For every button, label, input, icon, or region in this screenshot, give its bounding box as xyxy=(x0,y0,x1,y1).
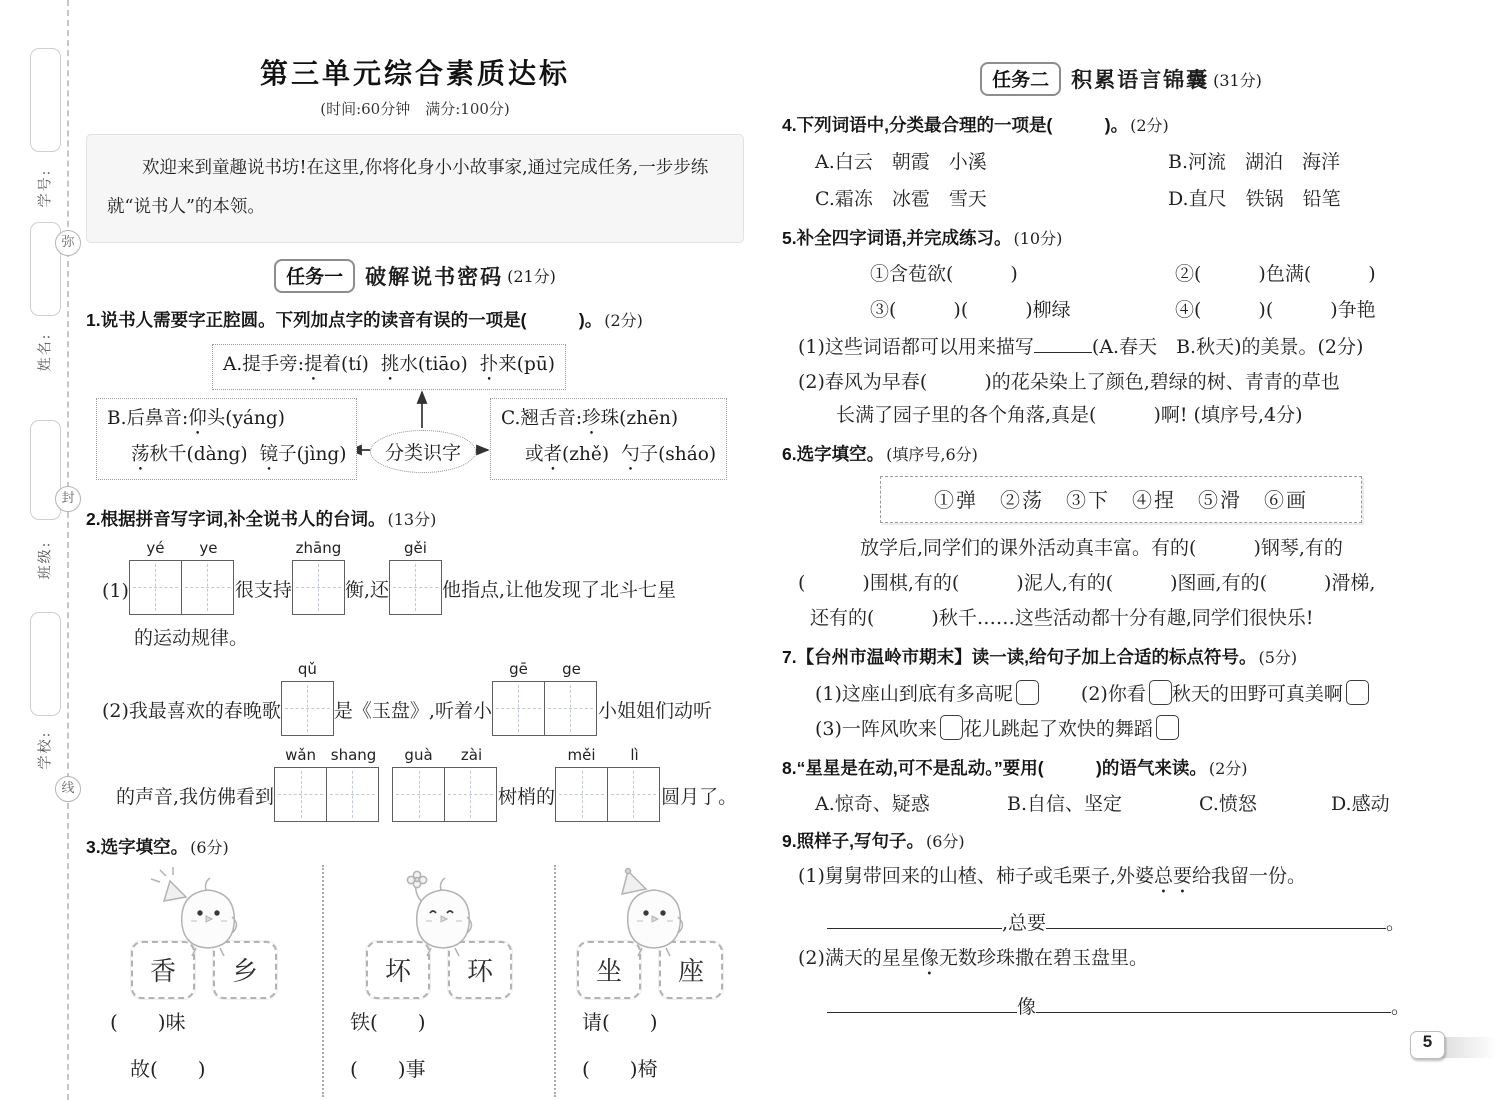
q1-classification-diagram xyxy=(86,342,744,494)
q6-paragraph-line-3: 还有的( )秋千……这些活动都十分有趣,同学们很快乐! xyxy=(810,607,1314,629)
blank-underline xyxy=(827,911,1002,929)
grid-cell xyxy=(129,560,182,615)
question-4-stem: 4.下列词语中,分类最合理的一项是( )。 (2分) xyxy=(782,115,1169,135)
grid-cell xyxy=(292,560,345,615)
grid-cell xyxy=(492,681,545,736)
blank-underline xyxy=(1046,911,1386,929)
grid-cell xyxy=(389,560,442,615)
q5-idioms-row-2: ③( )( )柳绿 ④( )( )争艳 xyxy=(870,299,1376,321)
student-id-label: 学号: xyxy=(37,168,53,208)
grid-cell xyxy=(607,767,660,822)
q8-options-row: A.惊奇、疑惑 B.自信、坚定 C.愤怒 D.感动 xyxy=(815,793,1390,815)
q3-group-1 xyxy=(86,865,322,1097)
q1-center-oval: 分类识字 xyxy=(370,430,476,473)
punctuation-box xyxy=(1156,715,1179,740)
q5-sub-2-line-1: (2)春风为早春( )的花朵染上了颜色,碧绿的树、青青的草也 xyxy=(798,371,1340,393)
q2-line-3: (2)我最喜欢的春晚歌 qǔ 是《玉盘》,听着小 gē ge 小姐姐们动听 xyxy=(86,660,744,736)
q3-fill-line: ( )味 xyxy=(110,1009,186,1034)
writing-grid: gē ge xyxy=(492,660,598,736)
q4-options-row-2: C.霜冻 冰雹 雪天 D.直尺 铁锅 铅笔 xyxy=(815,188,1341,210)
question-5-stem: 5.补全四字词语,并完成练习。 (10分) xyxy=(782,228,1063,248)
task2-score: (31分) xyxy=(1213,70,1262,90)
blank-underline xyxy=(827,995,1017,1013)
q6-word-bank-box: ①弹 ②荡 ③下 ④捏 ⑤滑 ⑥画 xyxy=(880,476,1362,523)
grid-cell xyxy=(181,560,234,615)
char-card: 座 xyxy=(659,941,723,999)
char-card: 坐 xyxy=(577,941,641,999)
question-6-stem: 6.选字填空。 (填序号,6分) xyxy=(782,444,978,464)
q9-blank-line-1: ,总要 。 xyxy=(782,908,1460,935)
class-label: 班级: xyxy=(37,540,53,580)
question-8-stem: 8.“星星是在动,可不是乱动。”要用( )的语气来读。 (2分) xyxy=(782,758,1248,778)
question-7-stem: 7.【台州市温岭市期末】读一读,给句子加上合适的标点符号。 (5分) xyxy=(782,647,1298,667)
right-column xyxy=(782,0,1460,1019)
seal-char-mi: 弥 xyxy=(55,230,81,256)
student-id-box xyxy=(30,48,61,152)
grid-cell xyxy=(444,767,497,822)
char-card: 乡 xyxy=(213,941,277,999)
punctuation-box xyxy=(1149,680,1172,705)
blank-underline xyxy=(1034,335,1092,353)
q3-group-3 xyxy=(554,865,744,1097)
writing-grid: guà zài xyxy=(392,746,498,822)
bird-flower-icon xyxy=(377,865,501,957)
q7-line-2: (3)一阵风吹来 花儿跳起了欢快的舞蹈 xyxy=(782,714,1460,741)
q3-fill-line: 请( ) xyxy=(582,1009,658,1034)
q1-option-b-box: B.后鼻音:仰头(yáng) 荡秋千(dàng) 镜子(jìng) xyxy=(96,398,357,480)
q1-option-c-box: C.翘舌音:珍珠(zhēn) 或者(zhě) 勺子(sháo) xyxy=(490,398,727,480)
writing-grid: měi lì xyxy=(555,746,661,822)
q9-example-1: (1)舅舅带回来的山楂、柿子或毛栗子,外婆总要给我留一份。 xyxy=(798,865,1306,887)
grid-cell xyxy=(392,767,445,822)
writing-grid: zhāng xyxy=(292,539,345,615)
q3-fill-line: 故( ) xyxy=(130,1056,206,1081)
blank-underline xyxy=(1036,995,1391,1013)
q6-paragraph-line-2: ( )围棋,有的( )泥人,有的( )图画,有的( )滑梯, xyxy=(798,572,1376,594)
seal-dashed-line xyxy=(67,0,69,1100)
bird-party-popper-icon xyxy=(142,865,266,957)
grid-cell xyxy=(274,767,327,822)
bird-party-hat-icon xyxy=(588,865,712,957)
punctuation-box xyxy=(1346,680,1369,705)
q2-line-1: (1) yé ye 很支持 zhāng 衡,还 gěi 他指点,让他发现了北斗七星 xyxy=(86,539,744,615)
page-number-badge: 5 xyxy=(1410,1031,1445,1059)
question-3-stem: 3.选字填空。 (6分) xyxy=(86,836,229,857)
page-subtitle: (时间:60分钟 满分:100分) xyxy=(320,100,510,118)
q3-fill-line: ( )椅 xyxy=(582,1056,658,1081)
seal-char-xian: 线 xyxy=(55,776,81,802)
q3-groups xyxy=(86,865,744,1097)
q4-options-row-1: A.白云 朝霞 小溪 B.河流 湖泊 海洋 xyxy=(815,151,1341,173)
char-card: 环 xyxy=(448,941,512,999)
q2-line-2: 的运动规律。 xyxy=(134,626,249,649)
punctuation-box xyxy=(1016,680,1039,705)
char-card: 坏 xyxy=(366,941,430,999)
grid-cell xyxy=(544,681,597,736)
task2-badge: 任务二 xyxy=(980,62,1061,96)
task1-badge: 任务一 xyxy=(274,259,355,293)
page-title: 第三单元综合素质达标 xyxy=(259,58,570,89)
name-label: 姓名: xyxy=(37,332,53,372)
intro-box: 欢迎来到童趣说书坊!在这里,你将化身小小故事家,通过完成任务,一步步练就“说书人”的本领。 xyxy=(86,134,744,243)
q3-fill-line: 铁( ) xyxy=(350,1009,426,1034)
q3-group-2 xyxy=(322,865,554,1097)
grid-cell xyxy=(281,681,334,736)
q6-paragraph-line-1: 放学后,同学们的课外活动真丰富。有的( )钢琴,有的 xyxy=(860,537,1343,559)
q7-line-1: (1)这座山到底有多高呢 (2)你看 秋天的田野可真美啊 xyxy=(782,679,1460,706)
question-9-stem: 9.照样子,写句子。 (6分) xyxy=(782,831,965,851)
writing-grid: yé ye xyxy=(129,539,235,615)
q5-sub-2-line-2: 长满了园子里的各个角落,真是( )啊! (填序号,4分) xyxy=(836,404,1303,426)
writing-grid: qǔ xyxy=(281,660,334,736)
school-label: 学校: xyxy=(37,730,53,770)
school-box xyxy=(30,612,61,716)
q3-fill-line: ( )事 xyxy=(350,1056,426,1081)
question-1-stem: 1.说书人需要字正腔圆。下列加点字的读音有误的一项是( )。 (2分) xyxy=(86,309,643,330)
left-column xyxy=(86,0,744,1097)
q5-idioms-row-1: ①含苞欲( ) ②( )色满( ) xyxy=(870,263,1376,285)
task1-banner xyxy=(86,259,744,293)
q9-blank-line-2: 像 。 xyxy=(782,992,1460,1019)
seal-char-feng: 封 xyxy=(55,486,81,512)
task2-title: 积累语言锦囊 xyxy=(1071,69,1210,92)
q9-example-2: (2)满天的星星像无数珍珠撒在碧玉盘里。 xyxy=(798,947,1148,969)
task1-title: 破解说书密码 xyxy=(365,265,504,289)
q2-line-4: 的声音,我仿佛看到 wǎn shang guà zài 树梢的 měi lì 圆月了。 xyxy=(86,746,744,822)
q5-sub-1: (1)这些词语都可以用来描写 (A.春天 B.秋天)的美景。(2分) xyxy=(798,336,1364,358)
punctuation-box xyxy=(940,715,963,740)
question-2-stem: 2.根据拼音写字词,补全说书人的台词。 (13分) xyxy=(86,508,437,529)
writing-grid: wǎn shang xyxy=(274,746,380,822)
grid-cell xyxy=(326,767,379,822)
grid-cell xyxy=(555,767,608,822)
writing-grid: gěi xyxy=(389,539,442,615)
q1-option-a-box: A.提手旁:提着(tí) 挑水(tiāo) 扑来(pū) xyxy=(212,344,566,390)
task2-banner xyxy=(782,62,1460,96)
task1-score: (21分) xyxy=(507,267,556,287)
char-card: 香 xyxy=(131,941,195,999)
